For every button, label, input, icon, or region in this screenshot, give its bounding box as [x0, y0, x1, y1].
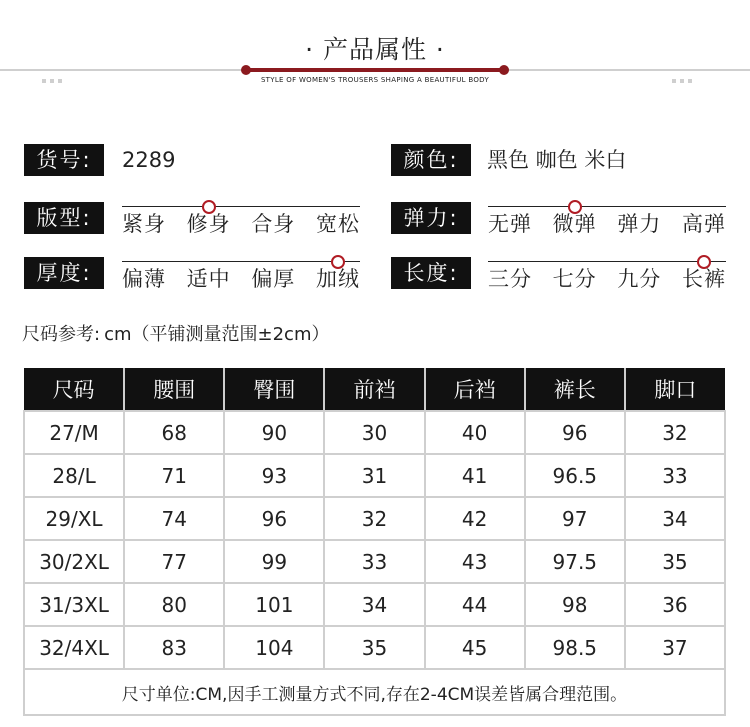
table-cell: 32 — [324, 497, 424, 540]
fit-label: 版型: — [24, 202, 104, 234]
length-scale — [488, 254, 726, 294]
table-cell: 43 — [425, 540, 525, 583]
elasticity-option: 弹力 — [617, 212, 662, 236]
table-cell: 68 — [124, 411, 224, 454]
elasticity-scale — [488, 199, 726, 239]
header-dots-left — [42, 68, 66, 72]
table-cell: 98 — [525, 583, 625, 626]
table-cell: 96 — [525, 411, 625, 454]
table-row — [24, 583, 725, 626]
table-cell: 90 — [224, 411, 324, 454]
column-header-back-rise: 后裆 — [425, 368, 525, 411]
table-cell: 80 — [124, 583, 224, 626]
thickness-scale-line — [122, 261, 360, 262]
elasticity-option: 无弹 — [488, 212, 532, 236]
column-header-front-rise: 前裆 — [324, 368, 424, 411]
thickness-option: 偏厚 — [251, 267, 296, 291]
size-table — [23, 368, 726, 716]
table-cell: 93 — [224, 454, 324, 497]
table-cell: 42 — [425, 497, 525, 540]
table-row — [24, 497, 725, 540]
elasticity-scale-line — [488, 206, 726, 207]
thickness-label: 厚度: — [24, 257, 104, 289]
table-header-row — [24, 368, 725, 411]
section-subtitle: STYLE OF WOMEN'S TROUSERS SHAPING A BEAUTIFUL BODY — [260, 76, 490, 84]
table-cell: 41 — [425, 454, 525, 497]
thickness-option: 加绒 — [315, 267, 360, 291]
table-cell: 28/L — [24, 454, 124, 497]
table-cell: 97.5 — [525, 540, 625, 583]
table-cell: 101 — [224, 583, 324, 626]
fit-scale — [122, 199, 360, 239]
table-cell: 31/3XL — [24, 583, 124, 626]
table-note: 尺寸单位:CM,因手工测量方式不同,存在2-4CM误差皆属合理范围。 — [24, 669, 725, 715]
section-title: · 产品属性 · — [305, 35, 445, 64]
column-header-waist: 腰围 — [124, 368, 224, 411]
table-cell: 104 — [224, 626, 324, 669]
table-cell: 31 — [324, 454, 424, 497]
table-cell: 34 — [625, 497, 725, 540]
item-no-value: 2289 — [122, 148, 176, 172]
table-cell: 27/M — [24, 411, 124, 454]
length-label: 长度: — [391, 257, 471, 289]
table-cell: 83 — [124, 626, 224, 669]
table-cell: 34 — [324, 583, 424, 626]
table-note-row — [24, 669, 725, 715]
table-cell: 30 — [324, 411, 424, 454]
fit-option: 紧身 — [122, 212, 166, 236]
table-row — [24, 540, 725, 583]
table-cell: 37 — [625, 626, 725, 669]
length-option: 长裤 — [681, 267, 726, 291]
header-accent-bar — [246, 68, 504, 72]
table-cell: 98.5 — [525, 626, 625, 669]
table-cell: 99 — [224, 540, 324, 583]
table-cell: 45 — [425, 626, 525, 669]
table-cell: 96.5 — [525, 454, 625, 497]
fit-scale-line — [122, 206, 360, 207]
length-option: 三分 — [488, 267, 532, 291]
elasticity-label: 弹力: — [391, 202, 471, 234]
table-cell: 29/XL — [24, 497, 124, 540]
elasticity-option: 微弹 — [552, 212, 597, 236]
header-dots-right — [672, 68, 696, 72]
section-header — [0, 0, 750, 100]
column-header-leg-opening: 脚口 — [625, 368, 725, 411]
table-cell: 74 — [124, 497, 224, 540]
thickness-option: 偏薄 — [122, 267, 166, 291]
elasticity-option: 高弹 — [681, 212, 726, 236]
column-header-size: 尺码 — [24, 368, 124, 411]
table-cell: 33 — [324, 540, 424, 583]
item-no-label: 货号: — [24, 144, 104, 176]
length-option: 九分 — [617, 267, 662, 291]
size-reference-label: 尺码参考: — [22, 324, 101, 345]
table-cell: 44 — [425, 583, 525, 626]
table-cell: 97 — [525, 497, 625, 540]
thickness-option: 适中 — [186, 267, 231, 291]
fit-option: 宽松 — [315, 212, 360, 236]
length-option: 七分 — [552, 267, 597, 291]
column-header-hip: 臀围 — [224, 368, 324, 411]
table-cell: 35 — [324, 626, 424, 669]
table-cell: 36 — [625, 583, 725, 626]
table-cell: 77 — [124, 540, 224, 583]
fit-option: 合身 — [251, 212, 296, 236]
size-reference-unit: cm（平铺测量范围±2cm） — [104, 324, 330, 345]
thickness-scale — [122, 254, 360, 294]
table-cell: 40 — [425, 411, 525, 454]
column-header-length: 裤长 — [525, 368, 625, 411]
table-cell: 30/2XL — [24, 540, 124, 583]
fit-option: 修身 — [186, 212, 231, 236]
table-cell: 32 — [625, 411, 725, 454]
length-scale-line — [488, 261, 726, 262]
table-cell: 71 — [124, 454, 224, 497]
table-row — [24, 454, 725, 497]
table-row — [24, 626, 725, 669]
table-cell: 35 — [625, 540, 725, 583]
table-cell: 96 — [224, 497, 324, 540]
color-value: 黑色 咖色 米白 — [487, 148, 627, 172]
table-cell: 33 — [625, 454, 725, 497]
table-row — [24, 411, 725, 454]
color-label: 颜色: — [391, 144, 471, 176]
size-reference — [22, 322, 329, 348]
table-cell: 32/4XL — [24, 626, 124, 669]
